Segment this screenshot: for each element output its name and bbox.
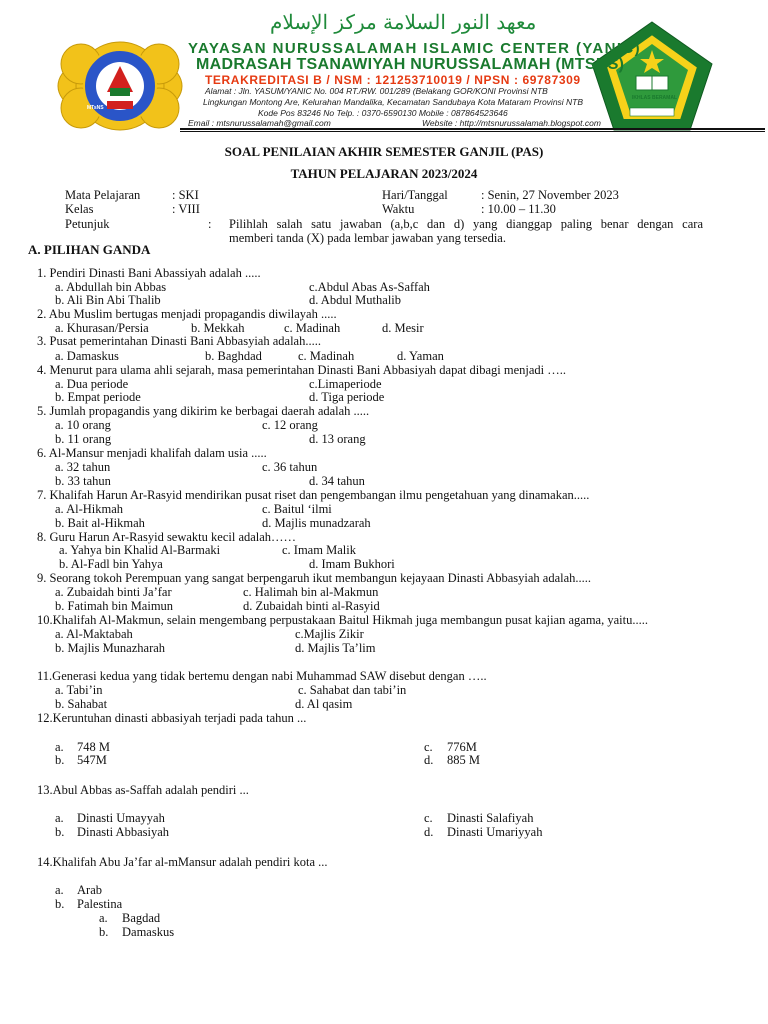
yayasan-name: YAYASAN NURUSSALAMAH ISLAMIC CENTER (YANIC) [188,40,642,57]
email-line: Email : mtsnurussalamah@gmail.com [188,118,331,128]
option-c: Dinasti Salafiyah [447,811,534,825]
exam-title: SOAL PENILAIAN AKHIR SEMESTER GANJIL (PAS) [224,144,544,159]
option-c-letter: c. [424,811,433,825]
option-b: Palestina [77,897,123,911]
option-b: b. Fatimah bin Maimun [55,599,174,613]
accreditation-line: TERAKREDITASI B / NSM : 121253710019 / NPSN : 69787309 [205,73,581,87]
kemenag-logo [590,20,714,132]
option-d-letter: d. [424,825,434,839]
option-b: b. 11 orang [55,432,112,446]
option-a-letter: a. [55,883,64,897]
website-line: Website : http://mtsnurussalamah.blogspot.com [422,118,601,128]
question-text: 13.Abul Abbas as-Saffah adalah pendiri ... [37,783,249,797]
petunjuk-line-1: Pilihlah salah satu jawaban (a,b,c dan d) yang dianggap paling benar dengan cara [229,217,703,231]
option-c: c. Baitul ‘ilmi [262,502,332,516]
option-b: b. Bait al-Hikmah [55,516,145,530]
kelas-value: : VIII [172,202,200,216]
option-c: c.Limaperiode [309,377,382,391]
option-a: a. Damaskus [55,349,119,363]
kelas-label: Kelas [65,202,94,216]
option-d: d. Yaman [397,349,444,363]
option-c: 776M [447,740,477,754]
option-d: d. Al qasim [295,697,353,711]
petunjuk-line-2: memberi tanda (X) pada lembar jawaban yang tersedia. [229,231,506,245]
option-c: c. Imam Malik [282,543,356,557]
question-text: 6. Al-Mansur menjadi khalifah dalam usia ..... [37,446,267,460]
sub-option-a: Bagdad [122,911,161,925]
exam-year: TAHUN PELAJARAN 2023/2024 [290,166,478,181]
option-b: b. 33 tahun [55,474,111,488]
contact-line: Kode Pos 83246 No Telp. : 0370-6590130 Mobile : 087864523646 [258,108,508,118]
sub-option-b-letter: b. [99,925,109,939]
option-a: a. Dua periode [55,377,129,391]
option-d: d. Imam Bukhori [309,557,395,571]
header-divider-thin [180,131,765,132]
option-a: a. 32 tahun [55,460,111,474]
option-d-letter: d. [424,753,434,767]
option-d: d. Abdul Muthalib [309,293,402,307]
question-text: 3. Pusat pemerintahan Dinasti Bani Abbasyiah adalah..... [37,334,321,348]
option-a: a. Al-Maktabah [55,627,133,641]
logo-left-badge: MTsNS [87,105,104,111]
question-text: 4. Menurut para ulama ahli sejarah, masa pemerintahan Dinasti Bani Abbasiyah dapat dibagi menjadi ….. [37,363,567,377]
option-a: a. Tabi’in [55,683,103,697]
option-b: b. Majlis Munazharah [55,641,166,655]
option-b: b. Sahabat [55,697,108,711]
option-d: d. Mesir [382,321,424,335]
option-c: c. 36 tahun [262,460,318,474]
waktu-value: : 10.00 – 11.30 [481,202,556,216]
mapel-label: Mata Pelajaran [65,188,141,202]
madrasah-name: MADRASAH TSANAWIYAH NURUSSALAMAH (MTSNS) [196,56,625,73]
option-a: a. Zubaidah binti Ja’far [55,585,172,599]
option-b: b. Al-Fadl bin Yahya [59,557,163,571]
option-a: a. Al-Hikmah [55,502,124,516]
option-a-letter: a. [55,811,64,825]
section-heading: A. PILIHAN GANDA [28,242,151,257]
option-b: b. Ali Bin Abi Thalib [55,293,161,307]
option-d: 885 M [447,753,480,767]
question-text: 2. Abu Muslim bertugas menjadi propagandis diwilayah ..... [37,307,337,321]
option-d: Dinasti Umariyyah [447,825,543,839]
option-a-letter: a. [55,740,64,754]
option-b-letter: b. [55,897,65,911]
question-text: 8. Guru Harun Ar-Rasyid sewaktu kecil adalah…… [37,530,297,544]
option-a: a. Yahya bin Khalid Al-Barmaki [59,543,221,557]
question-text: 12.Keruntuhan dinasti abbasiyah terjadi pada tahun ... [37,711,307,725]
question-text: 5. Jumlah propagandis yang dikirim ke berbagai daerah adalah ..... [37,404,370,418]
option-a: a. 10 orang [55,418,111,432]
option-c: c. Halimah bin al-Makmun [243,585,379,599]
option-a: Dinasti Umayyah [77,811,165,825]
option-a: Arab [77,883,102,897]
question-text: 7. Khalifah Harun Ar-Rasyid mendirikan pusat riset dan pengembangan ilmu pengetahuan yang dinamakan..... [37,488,590,502]
option-d: d. Majlis munadzarah [262,516,371,530]
option-a: a. Khurasan/Persia [55,321,149,335]
address-line-1: Alamat : Jln. YASUM/YANIC No. 004 RT./RW. 001/289 (Belakang GOR/KONI Provinsi NTB [205,86,548,96]
option-b: b. Baghdad [205,349,262,363]
question-text: 10.Khalifah Al-Makmun, selain mengembang perpustakaan Baitul Hikmah juga membangun pusat kajian agama, yaitu..... [37,613,648,627]
madrasah-logo [55,38,185,134]
question-text: 14.Khalifah Abu Ja’far al-mMansur adalah pendiri kota ... [37,855,328,869]
option-c-letter: c. [424,740,433,754]
option-d: d. 13 orang [309,432,366,446]
sub-option-a-letter: a. [99,911,108,925]
option-c: c. Madinah [298,349,355,363]
option-b: b. Mekkah [191,321,245,335]
option-a: a. Abdullah bin Abbas [55,280,167,294]
logo-right-motto: IKHLAS BERAMAL [632,95,677,101]
arabic-school-name: معهد النور السلامة مركز الإسلام [270,10,537,34]
option-a: 748 M [77,740,110,754]
option-b: b. Empat periode [55,390,141,404]
option-d: d. 34 tahun [309,474,365,488]
question-text: 1. Pendiri Dinasti Bani Abassiyah adalah ..... [37,266,261,280]
header-divider [180,128,765,130]
option-b: Dinasti Abbasiyah [77,825,170,839]
option-d: d. Zubaidah binti al-Rasyid [243,599,380,613]
question-text: 11.Generasi kedua yang tidak bertemu dengan nabi Muhammad SAW disebut dengan ….. [37,669,487,683]
waktu-label: Waktu [382,202,415,216]
option-c: c. Madinah [284,321,341,335]
option-c: c.Abdul Abas As-Saffah [309,280,430,294]
hari-value: : Senin, 27 November 2023 [481,188,619,202]
option-c: c. 12 orang [262,418,318,432]
petunjuk-colon: : [208,217,212,231]
petunjuk-label: Petunjuk [65,217,110,231]
sub-option-b: Damaskus [122,925,175,939]
option-c: c.Majlis Zikir [295,627,364,641]
option-b: 547M [77,753,107,767]
hari-label: Hari/Tanggal [382,188,448,202]
question-text: 9. Seorang tokoh Perempuan yang sangat berpengaruh ikut membangun kejayaan Dinasti Abbasyiah adalah..... [37,571,592,585]
option-d: d. Majlis Ta’lim [295,641,376,655]
option-b-letter: b. [55,825,65,839]
address-line-2: Lingkungan Montong Are, Kelurahan Mandalika, Kecamatan Sandubaya Kota Mataram Provinsi NTB [203,97,584,107]
option-c: c. Sahabat dan tabi’in [298,683,407,697]
option-b-letter: b. [55,753,65,767]
mapel-value: : SKI [172,188,199,202]
option-d: d. Tiga periode [309,390,385,404]
